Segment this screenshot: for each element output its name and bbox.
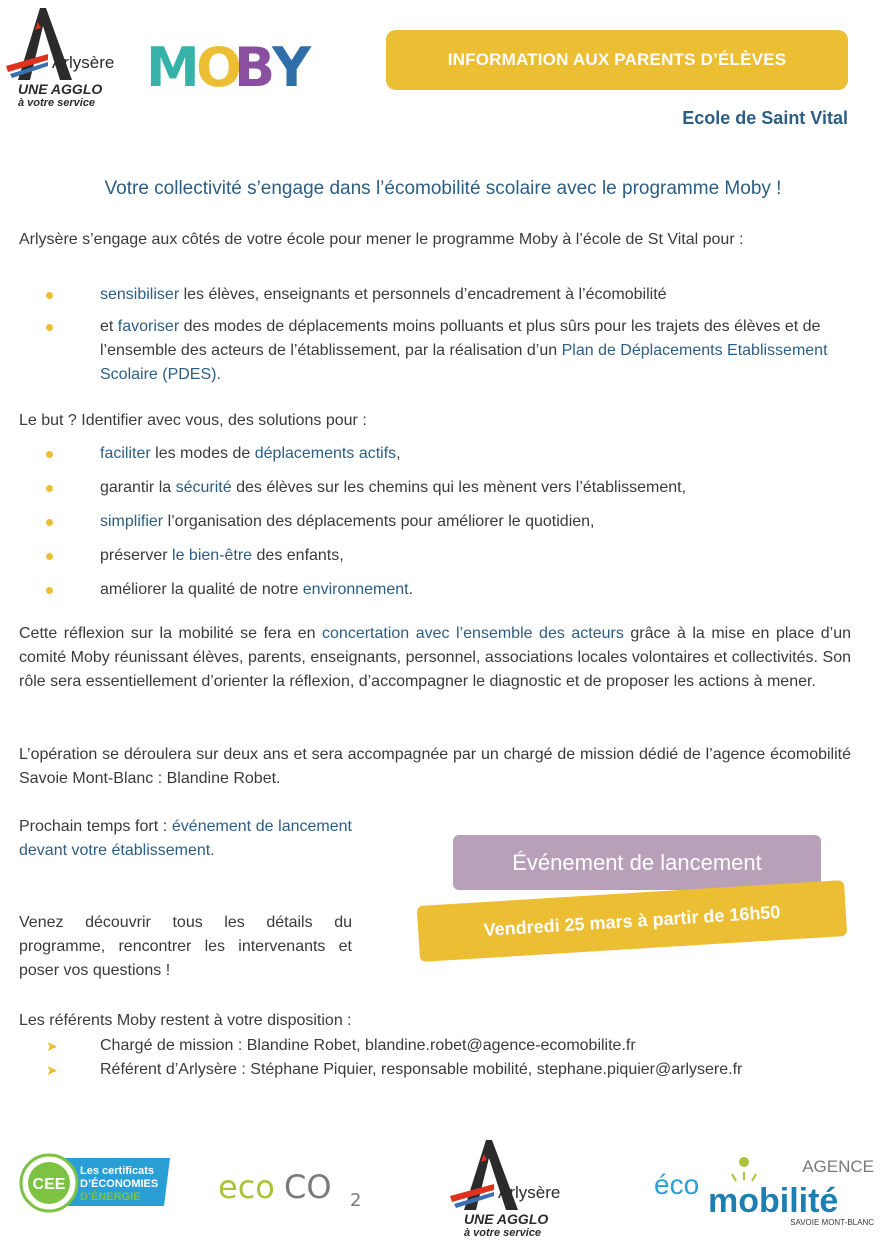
item-highlight: sensibiliser bbox=[100, 286, 180, 303]
item-text: des enfants, bbox=[252, 547, 344, 564]
ecoco2-logo bbox=[218, 1162, 368, 1212]
item-highlight: sécurité bbox=[175, 479, 232, 496]
concertation-paragraph bbox=[19, 622, 851, 694]
item-text: l’organisation des déplacements pour améliorer le quotidien, bbox=[163, 513, 595, 530]
paragraph-text: Cette réflexion sur la mobilité se fera en bbox=[19, 625, 323, 642]
cee-line3: D’ÉNERGIE bbox=[80, 1191, 141, 1203]
moby-letter-b: B bbox=[234, 40, 276, 92]
ecoco2-eco: eco bbox=[218, 1168, 275, 1206]
item-highlight: le bien-être bbox=[172, 547, 253, 564]
arlysere-footer-line2: à votre service bbox=[464, 1227, 542, 1239]
item-suffix: , bbox=[396, 445, 401, 462]
bullet-dot-icon bbox=[46, 519, 53, 526]
item-prefix: améliorer la qualité de notre bbox=[100, 581, 303, 598]
bullet-dot-icon bbox=[46, 553, 53, 560]
arlysere-footer-brand: Arlysère bbox=[498, 1183, 561, 1202]
arlysere-brand: Arlysère bbox=[52, 53, 115, 72]
moby-letter-y: Y bbox=[272, 40, 312, 92]
next-event-paragraph bbox=[19, 815, 352, 863]
arrow-bullet-icon: ➤ bbox=[46, 1062, 58, 1078]
paragraph-highlight: concertation avec l’ensemble des acteurs bbox=[322, 625, 624, 642]
item-highlight: environnement bbox=[302, 581, 409, 598]
cee-line2: D’ÉCONOMIES bbox=[80, 1178, 159, 1190]
item-text: les modes de bbox=[150, 445, 255, 462]
item-prefix: et bbox=[100, 318, 118, 335]
ecomobilite-eco: éco bbox=[654, 1169, 700, 1200]
ecoco2-sub: 2 bbox=[350, 1190, 362, 1211]
list-item bbox=[19, 510, 851, 544]
item-highlight-2: Plan de Déplacements Etablissement Scolaire (PDES). bbox=[100, 342, 828, 383]
school-name: Ecole de Saint Vital bbox=[682, 108, 848, 128]
arlysere-line2: à votre service bbox=[18, 97, 96, 109]
list-item bbox=[19, 544, 851, 578]
list-item bbox=[19, 315, 851, 387]
cee-line1: Les certificats bbox=[80, 1165, 154, 1177]
contact-text: Chargé de mission : Blandine Robet, blandine.robet@agence-ecomobilite.fr bbox=[100, 1037, 636, 1054]
item-highlight: favoriser bbox=[117, 318, 180, 335]
next-event-highlight: événement de lancement devant votre établissement. bbox=[19, 818, 352, 859]
ecomobilite-agence: AGENCE bbox=[802, 1157, 874, 1176]
arlysere-line1: UNE AGGLO bbox=[18, 81, 103, 97]
list-item bbox=[19, 1058, 851, 1082]
cee-logo bbox=[18, 1152, 173, 1214]
event-title-box: Événement de lancement bbox=[453, 835, 821, 890]
ecomobilite-mobilite: mobilité bbox=[708, 1182, 839, 1220]
goal-paragraph: Le but ? Identifier avec vous, des solutions pour : bbox=[19, 412, 367, 429]
cee-badge: CEE bbox=[32, 1176, 66, 1193]
item-highlight-2: déplacements actifs bbox=[254, 445, 397, 462]
list-item bbox=[19, 442, 851, 476]
moby-letter-m: M bbox=[146, 40, 200, 92]
item-prefix: garantir la bbox=[100, 479, 176, 496]
bullet-dot-icon bbox=[46, 485, 53, 492]
arlysere-footer-logo bbox=[444, 1136, 569, 1240]
bullet-dot-icon bbox=[46, 587, 53, 594]
moby-letter-o: O bbox=[196, 40, 242, 92]
arlysere-mountain-icon bbox=[2, 2, 122, 110]
operation-paragraph: L’opération se déroulera sur deux ans et sera accompagnée par un chargé de mission dédié de l’agence écomobilité Savoie Mont-Blanc : Blandine Robet. bbox=[19, 746, 851, 787]
ecomobilite-dot-icon bbox=[739, 1157, 749, 1167]
moby-logo bbox=[146, 40, 316, 92]
item-prefix: préserver bbox=[100, 547, 173, 564]
list-item bbox=[19, 476, 851, 510]
intro-paragraph: Arlysère s’engage aux côtés de votre école pour mener le programme Moby à l’école de St Vital pour : bbox=[19, 231, 744, 248]
list-item bbox=[19, 283, 851, 307]
item-highlight: simplifier bbox=[100, 513, 164, 530]
arlysere-footer-line1: UNE AGGLO bbox=[464, 1211, 549, 1227]
item-text: des modes de déplacements moins polluants et plus sûrs pour les trajets des élèves et de l’ensemble des acteurs de l’établissement, par la réalisation d’un bbox=[100, 318, 821, 359]
contact-text: Référent d’Arlysère : Stéphane Piquier, responsable mobilité, stephane.piquier@arlysere.fr bbox=[100, 1061, 743, 1078]
info-banner: INFORMATION AUX PARENTS D’ÉLÈVES bbox=[386, 30, 848, 90]
objectives-list bbox=[19, 283, 851, 387]
headline: Votre collectivité s’engage dans l’écomobilité scolaire avec le programme Moby ! bbox=[104, 178, 782, 199]
ecomobilite-region: SAVOIE MONT-BLANC bbox=[790, 1218, 874, 1227]
item-text: . bbox=[408, 581, 414, 598]
item-highlight: faciliter bbox=[100, 445, 151, 462]
bullet-dot-icon bbox=[46, 451, 53, 458]
paragraph-text-end: grâce à la mise en place d’un comité Moby réunissant élèves, parents, enseignants, personnel, associations locales volontaires et collectivités. Son rôle sera essentiellement d’orienter la réflexion, d’accompagner le diagnostic et de proposer les actions à mener. bbox=[19, 625, 852, 690]
item-text: les élèves, enseignants et personnels d’encadrement à l’écomobilité bbox=[179, 286, 667, 303]
arrow-bullet-icon: ➤ bbox=[46, 1038, 58, 1054]
list-item bbox=[19, 578, 851, 612]
solutions-list bbox=[19, 442, 851, 612]
ecoco2-co: CO bbox=[284, 1168, 332, 1206]
item-text: des élèves sur les chemins qui les mènent vers l’établissement, bbox=[231, 479, 687, 496]
contacts-list bbox=[19, 1034, 851, 1082]
bullet-dot-icon bbox=[46, 292, 53, 299]
contacts-intro: Les référents Moby restent à votre disposition : bbox=[19, 1012, 352, 1029]
arlysere-logo bbox=[2, 2, 122, 110]
ecomobilite-logo bbox=[652, 1150, 876, 1230]
list-item bbox=[19, 1034, 851, 1058]
bullet-dot-icon bbox=[46, 324, 53, 331]
event-date-box: Vendredi 25 mars à partir de 16h50 bbox=[417, 880, 848, 962]
next-event-label: Prochain temps fort : bbox=[19, 818, 172, 835]
details-paragraph: Venez découvrir tous les détails du programme, rencontrer les intervenants et poser vos questions ! bbox=[19, 914, 352, 979]
